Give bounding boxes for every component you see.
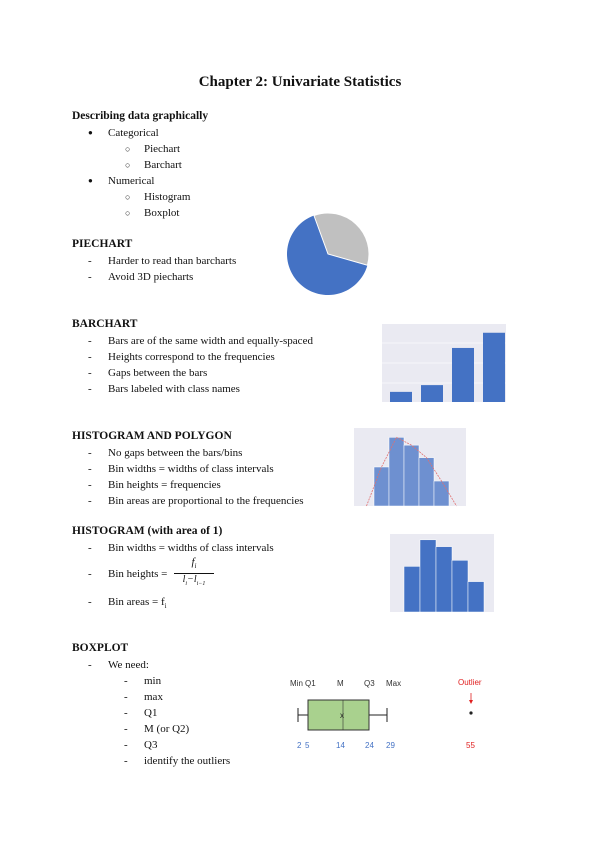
value-min: 2 bbox=[297, 741, 302, 750]
formula-denominator: l bbox=[193, 574, 197, 586]
boxplot-need-item: - Q1 bbox=[144, 705, 157, 721]
formula-numerator: f bbox=[191, 556, 195, 568]
formula-sub: i bbox=[164, 602, 167, 611]
boxplot-need: - We need: bbox=[108, 657, 149, 673]
formula-sub: i bbox=[194, 562, 197, 571]
outlier-point bbox=[469, 711, 472, 714]
label-max: Max bbox=[386, 679, 402, 688]
value-q3: 24 bbox=[365, 741, 374, 750]
boxplot-need-item: - max bbox=[144, 689, 163, 705]
histogram-point: - No gaps between the bars/bins bbox=[108, 445, 242, 461]
piechart-heading: PIECHART bbox=[72, 238, 133, 250]
barchart-point: - Gaps between the bars bbox=[108, 365, 207, 381]
boxplot-need-item: - identify the outliers bbox=[144, 753, 230, 769]
piechart-point: - Avoid 3D piecharts bbox=[108, 269, 193, 285]
boxplot-shape bbox=[290, 690, 490, 740]
histogram-heading: HISTOGRAM AND POLYGON bbox=[72, 430, 232, 442]
piechart-point: - Harder to read than barcharts bbox=[108, 253, 236, 269]
histogram-area-heading: HISTOGRAM (with area of 1) bbox=[72, 525, 223, 537]
formula-sub: i−1 bbox=[196, 581, 206, 588]
barchart-heading: BARCHART bbox=[72, 318, 138, 330]
numerical-item: ● Numerical bbox=[108, 173, 154, 189]
boxplot-need-item: - Q3 bbox=[144, 737, 157, 753]
label-q1: Q1 bbox=[305, 679, 316, 688]
label-q3: Q3 bbox=[364, 679, 375, 688]
formula-denominator: l bbox=[182, 574, 186, 586]
box bbox=[308, 700, 369, 730]
formula-sub: i bbox=[185, 581, 188, 588]
value-outlier: 55 bbox=[466, 741, 475, 750]
piechart-item: ○ Piechart bbox=[144, 141, 180, 157]
histogram-point: - Bin widths = widths of class intervals bbox=[108, 461, 274, 477]
mean-marker: x bbox=[340, 711, 344, 720]
page-title: Chapter 2: Univariate Statistics bbox=[198, 74, 402, 90]
categorical-item: ● Categorical bbox=[108, 125, 159, 141]
boxplot-need-item: - M (or Q2) bbox=[144, 721, 189, 737]
histogram-item: ○ Histogram bbox=[144, 189, 190, 205]
boxplot-heading: BOXPLOT bbox=[72, 642, 129, 654]
barchart-point: - Heights correspond to the frequencies bbox=[108, 349, 275, 365]
barchart-item: ○ Barchart bbox=[144, 157, 182, 173]
value-q1: 5 bbox=[305, 741, 310, 750]
histogram-point: - Bin heights = frequencies bbox=[108, 477, 221, 493]
bin-areas-label: Bin areas = f bbox=[108, 596, 165, 608]
label-outlier: Outlier bbox=[458, 678, 482, 687]
formula-operator: − bbox=[187, 574, 194, 586]
histogram-area-point: - Bin widths = widths of class intervals bbox=[108, 540, 274, 556]
describing-heading: Describing data graphically bbox=[72, 110, 209, 122]
outlier-arrowhead bbox=[469, 700, 473, 704]
barchart-point: - Bars labeled with class names bbox=[108, 381, 240, 397]
label-median: M bbox=[337, 679, 344, 688]
histogram-point: - Bin areas are proportional to the frequencies bbox=[108, 493, 303, 509]
value-max: 29 bbox=[386, 741, 395, 750]
boxplot-need-item: - min bbox=[144, 673, 161, 689]
boxplot-item: ○ Boxplot bbox=[144, 205, 179, 221]
value-median: 14 bbox=[336, 741, 345, 750]
bin-heights-label: Bin heights = bbox=[108, 568, 168, 580]
label-min: Min bbox=[290, 679, 303, 688]
barchart-point: - Bars are of the same width and equally-spaced bbox=[108, 333, 313, 349]
